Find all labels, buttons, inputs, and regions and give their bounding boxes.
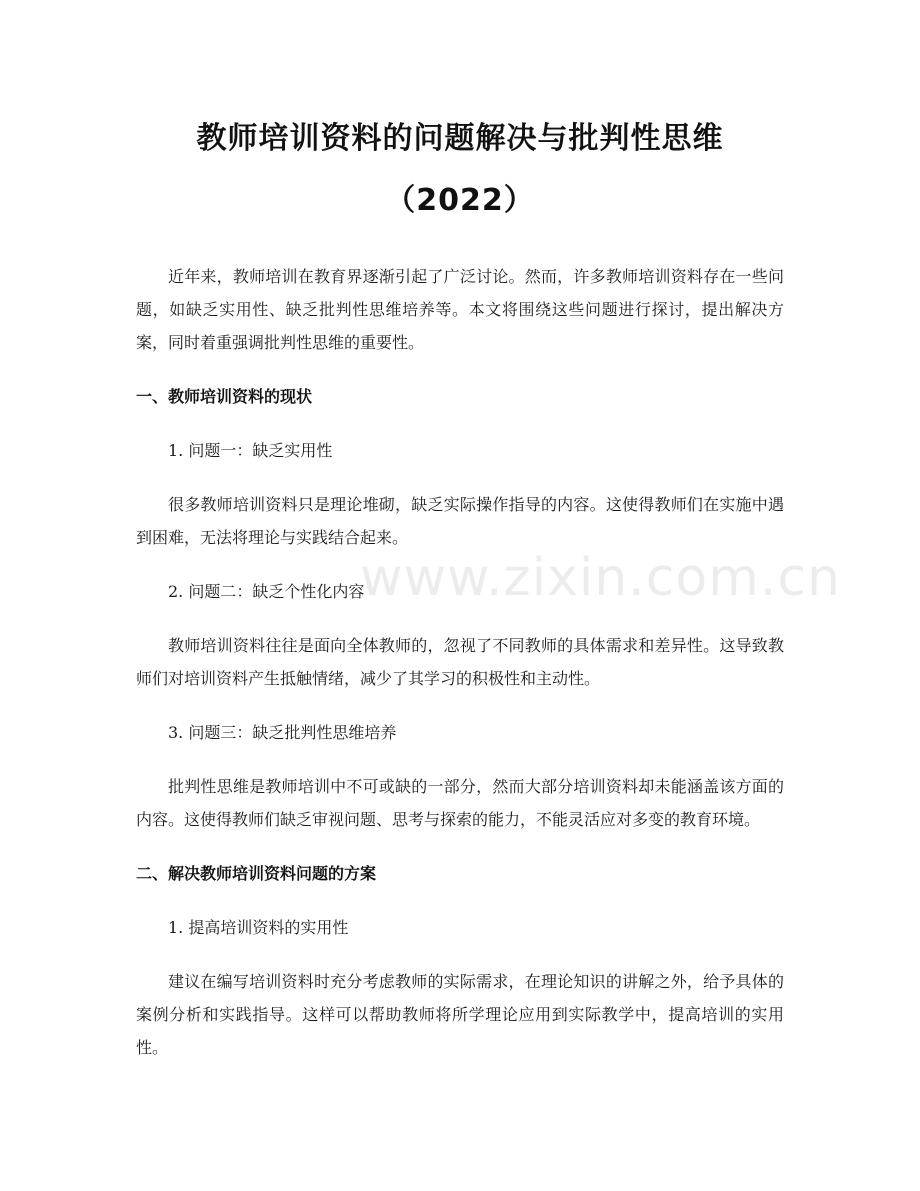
section-heading-solutions: 二、解决教师培训资料问题的方案 [136,864,377,883]
solution-1-label: 1. 提高培训资料的实用性 [168,918,349,937]
solution-1-text: 建议在编写培训资料时充分考虑教师的实际需求，在理论知识的讲解之外，给予具体的案例分析和实践指导。这样可以帮助教师将所学理论应用到实际教学中，提高培训的实用性。 [136,972,784,1057]
problem-2-text: 教师培训资料往往是面向全体教师的，忽视了不同教师的具体需求和差异性。这导致教师们对培训资料产生抵触情绪，减少了其学习的积极性和主动性。 [136,636,784,688]
section-heading-current-status: 一、教师培训资料的现状 [136,387,313,406]
document-body [136,260,784,1064]
document-title: 教师培训资料的问题解决与批判性思维（2022） [196,121,724,218]
problem-1-label: 1. 问题一：缺乏实用性 [168,441,333,460]
problem-2-label: 2. 问题二：缺乏个性化内容 [168,582,365,601]
problem-1-text: 很多教师培训资料只是理论堆砌，缺乏实际操作指导的内容。这使得教师们在实施中遇到困难，无法将理论与实践结合起来。 [136,495,784,547]
problem-3-text: 批判性思维是教师培训中不可或缺的一部分，然而大部分培训资料却未能涵盖该方面的内容。这使得教师们缺乏审视问题、思考与探索的能力，不能灵活应对多变的教育环境。 [136,777,784,829]
watermark-text: www.zixin.com.cn [360,548,841,608]
intro-paragraph: 近年来，教师培训在教育界逐渐引起了广泛讨论。然而，许多教师培训资料存在一些问题，如缺乏实用性、缺乏批判性思维培养等。本文将围绕这些问题进行探讨，提出解决方案，同时着重强调批判性思维的重要性。 [136,267,784,352]
problem-3-label: 3. 问题三：缺乏批判性思维培养 [168,723,397,742]
